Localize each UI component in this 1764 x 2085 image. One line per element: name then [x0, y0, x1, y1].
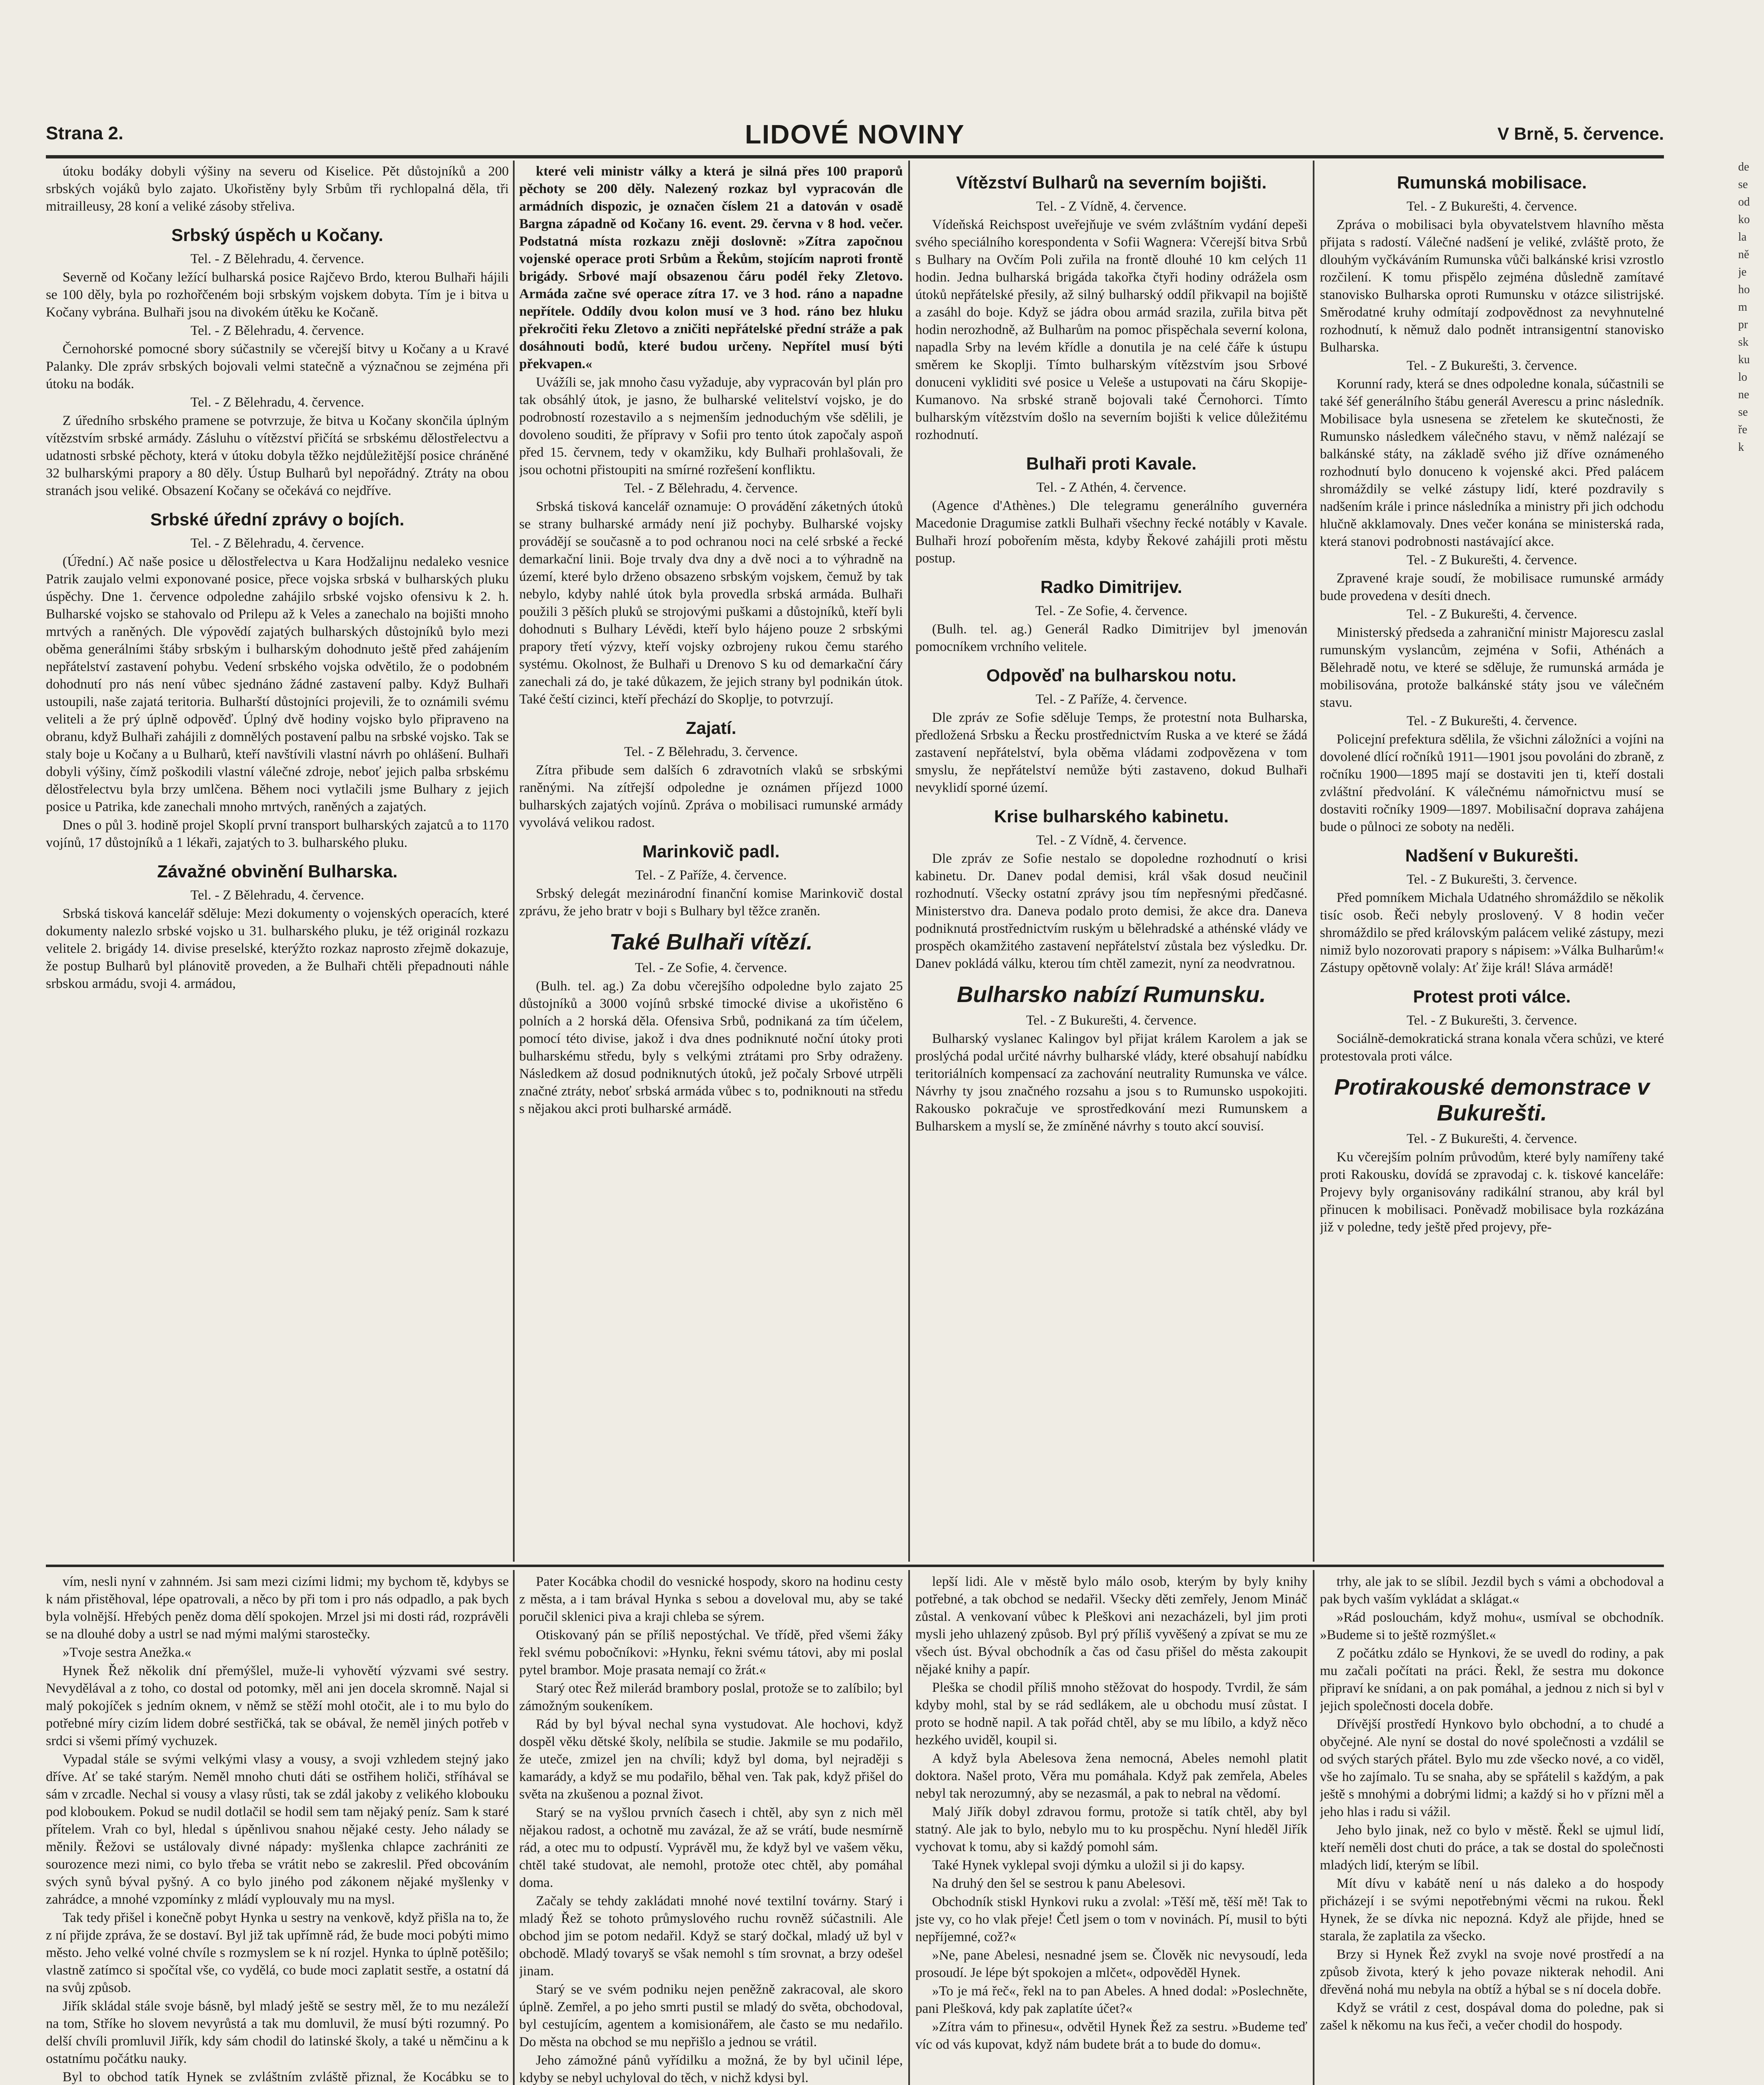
- fragment-text: sk: [1738, 336, 1749, 349]
- column-separator: [908, 161, 910, 1562]
- feuilleton-paragraph: trhy, ale jak to se slíbil. Jezdil bych s vámi a obchodoval a pak bych vaším vykládat a sklágat.«: [1320, 1574, 1664, 1607]
- fragment-text: ho: [1738, 283, 1750, 296]
- column-separator: [513, 1570, 515, 2085]
- feuilleton-paragraph: Starý se na vyšlou prvních časech i chtěl, aby syn z nich měl nějakou radost, a ochotně mu zavázal, že až se vrátí, bude nesmírně rád, a otec mu to odpustí. Vyprávěl mu, že když byl ve vašem věku, chtěl také studovat, ale nemohl, protože otec chtěl, aby pomáhal doma.: [519, 1805, 903, 1890]
- fragment-text: ne: [1738, 388, 1749, 401]
- newspaper-title: LIDOVÉ NOVINY: [745, 119, 965, 149]
- article-paragraph: Srbská tisková kancelář sděluje: Mezi dokumenty o vojenských operacích, které dokumenty nalezlo srbské vojsko u 31. bulharského pluku, je též originál rozkazu velitele 2. brigády 14. divise preselské, kterýžto rozkaz naprosto zřejmě dokazuje, že postup Bulharů byl plánovitě proveden, a že Bulhaři chtěli přepadnouti náhle srbskou armádu, svoji 4. armádou,: [46, 906, 509, 991]
- article-paragraph: Severně od Kočany ležící bulharská posice Rajčevo Brdo, kterou Bulhaři hájili se 100 děly, byla po rozhořčeném boji srbským vojskem dobyta. Tím je i bitva u Kočany vybrána. Bulhaři jsou na divokém útěku ke Kočaně.: [46, 270, 509, 320]
- feuilleton-paragraph: »Zítra vám to přinesu«, odvětil Hynek Řež za sestru. »Budeme teď víc od vás kupovat, když nám budete brát a to bude do domu«.: [915, 2020, 1307, 2052]
- article-paragraph: Dle zpráv ze Sofie nestalo se dopoledne rozhodnutí o krisi kabinetu. Dr. Danev podal demisi, král však dosud neučinil rozhodnutí. Všecky ostatní zprávy jsou tím nepřesnými předčasné. Ministerstvo dra. Daneva podalo proto demisi, že akce dra. Daneva podniknutá prostřednictvím ruským u bělehradské a athénské vlády ve prospěch okamžitého zastavení nepřátelství zůstala bez výsledku. Dr. Danev pokládá válku, kterou tím chtěl zamezit, nyní za neodvratnou.: [915, 851, 1307, 971]
- article-paragraph: Zítra přibude sem dalších 6 zdravotních vlaků se srbskými raněnými. Na zítřejší odpoledne je oznámen příjezd 1000 bulharských zajatých vojínů. Zpráva o mobilisaci rumunské armády vyvolává velikou radost.: [519, 763, 903, 830]
- article-paragraph: Z úředního srbského pramene se potvrzuje, že bitva u Kočany skončila úplným vítězstvím srbské armády. Zásluhu o vítězství přičítá se srbskému dělostřelectvu a udatnosti srbské pěchoty, která v útoku dobyla těžko nejdůležitější posice chráněné 32 bulharskými prapory a 80 děly. Ústup Bulharů byl nepořádný. Ztráty na obou stranách jsou veliké. Obsazení Kočany se očekává co nejdříve.: [46, 413, 509, 498]
- feuilleton-paragraph: Starý otec Řež milerád brambory poslal, protože se to zalíbilo; byl zámožným soukeníkem.: [519, 1681, 903, 1713]
- fragment-text: od: [1738, 196, 1750, 208]
- article-dateline: Tel. - Z Bělehradu, 4. července.: [624, 481, 798, 496]
- article-dateline: Tel. - Ze Sofie, 4. července.: [1035, 603, 1188, 618]
- article-dateline: Tel. - Z Bukurešti, 3. července.: [1406, 872, 1578, 887]
- feuilleton-paragraph: Pater Kocábka chodil do vesnické hospody, skoro na hodinu cesty z města, a i tam brával Hynka s sebou a doveloval mu, aby se také poručil sklenici piva a kraji chleba se sýrem.: [519, 1574, 903, 1624]
- article-dateline: Tel. - Z Vídně, 4. července.: [1036, 833, 1187, 848]
- column-separator: [513, 161, 515, 1562]
- column-2-bottom: [519, 1573, 903, 2085]
- feuilleton-paragraph: Když se vrátil z cest, dospával doma do poledne, pak si zašel k někomu na kus řeči, a večer chodil do hospody.: [1320, 2000, 1664, 2033]
- article-headline: Nadšení v Bukurešti.: [1405, 846, 1579, 865]
- article-paragraph: Dnes o půl 3. hodině projel Skoplí první transport bulharských zajatců a to 1170 vojínů, 17 důstojníků a 1 lékaři, zajatých to 3. bulharského pluku.: [46, 818, 509, 850]
- fragment-text: je: [1738, 266, 1747, 279]
- article-paragraph: Před pomníkem Michala Udatného shromáždilo se několik tisíc osob. Řeči nebyly proslovený. V 8 hodin večer shromáždilo se před královským palácem veliké zástupy, mezi nimiž bylo nozorovati prapory s nápisem: »Válka Bulharům!« Zástupy opětovně volaly: Ať žije král! Sláva armádě!: [1320, 890, 1664, 975]
- column-4-bottom: [1320, 1573, 1664, 2085]
- article-paragraph: Ministerský předseda a zahraniční ministr Majorescu zaslal rumunským vyslancům, zejména v Sofii, Athénách a Bělehradě notu, ve které se sděluje, že rumunská armáda je mobilisována, protože balkánské státy jsou ve válečném stavu.: [1320, 625, 1664, 710]
- feuilleton-paragraph: »Rád poslouchám, když mohu«, usmíval se obchodník. »Budeme si to ještě rozmýšlet.«: [1320, 1610, 1664, 1643]
- article-paragraph: (Bulh. tel. ag.) Generál Radko Dimitrijev byl jmenován pomocníkem vrchního velitele.: [915, 622, 1307, 654]
- article-dateline: Tel. - Z Bukurešti, 4. července.: [1406, 199, 1578, 214]
- feuilleton-paragraph: lepší lidi. Ale v městě bylo málo osob, kterým by byly knihy potřebné, a tak obchod se nedařil. Všecky děti zemřely, Jenom Mináč zůstal. A venkovaní vůbec k Pleškovi ani nezacházeli, byl jim proti mysli jeho uhlazený způsob. Byl prý příliš vyvěšený a zpívat se mu ze všech úst. Býval obchodník a čas od času přišel do města zakoupit nějaké knihy a papír.: [915, 1574, 1307, 1677]
- fragment-text: ře: [1738, 423, 1747, 436]
- feuilleton-paragraph: Vypadal stále se svými velkými vlasy a vousy, a svoji vzhledem stejný jako dříve. Ať se také starým. Neměl mnoho chuti dáti se ostřihem holiči, stříhával se sám v zrcadle. Nechal si vousy a vlasy růsti, tak se zdál jakoby z velikého klobouku pod kloboukem. Pokud se nudil dotlačil se hodil sem tam nějaký peníz. Sam k staré přítelem. Vrah co byl, hledal s úpěnlivou snahou nějaké cesty. Jeho nálady se měnily. Řežovi se ustálovaly divné nápady: myšlenka chlapce zachrániti ze sourozence mezi nimi, co bylo třeba se vrátit nebo se zakreslil. Před obcováním svých synů býval pyšný. A co bylo jiného pod zákonem nějaké myšlenky v zahrádce, a mnohé vzpomínky z mládí vyplouvaly mu na mysl.: [46, 1752, 509, 1907]
- article-headline: Odpověď na bulharskou notu.: [986, 666, 1236, 685]
- article-dateline: Tel. - Z Bukurešti, 4. července.: [1026, 1013, 1197, 1028]
- article-paragraph: Vídeňská Reichspost uveřejňuje ve svém zvláštním vydání depeši svého speciálního korespondenta v Sofii Wagnera: Včerejší bitva Srbů s Bulhary na Ovčím Poli zuřila na frontě dlouhé 10 km celých 11 hodin. Jedna bulharská brigáda takořka čtyři hodiny odrážela osm útoků nepřátelské přesily, až silný bulharský oddíl přikvapil na bojiště a zasáhl do boje. Když se jádra obou armád srazila, zuřila bitva pět hodin nerozhodně, až Bulharům na pomoc přispěchala severní kolona, napadla Srby na levém křídle a donutila je na celé čáře k ústupu směrem ke Skoplji. Tímto bulharským vítězstvím jsou Srbové donuceni vykliditi své posice u Veleše a ustupovati na čáru Skopije-Kumanovo. Na srbské straně bojovali také Černohorci. Tímto bulharským vítězstvím došlo na severním bojišti k velice důležitému rozhodnutí.: [915, 217, 1307, 442]
- article-paragraph: Ku včerejším polním průvodům, které byly namířeny také proti Rakousku, dovídá se zpravodaj c. k. tiskové kanceláře: Projevy byly organisovány radikální stranou, aby král byl přinucen k mobilisaci. Poněvadž mobilisace byla rozkázána již v poledne, tedy ještě před projevy, pře-: [1320, 1150, 1664, 1235]
- article-dateline: Tel. - Z Bělehradu, 4. července.: [190, 395, 364, 410]
- article-paragraph: (Bulh. tel. ag.) Za dobu včerejšího odpoledne bylo zajato 25 důstojníků a 3000 vojínů srbské timocké divise a ukořistěno 6 polních a 2 horská děla. Ofensiva Srbů, podnikaná za tím účelem, pomocí této divise, jakož i dva dnes podniknuté noční útoky proti bulharskému středu, byly s velkými ztrátami pro Srby odraženy. Následkem až dosud podniknutých útoků, jež počaly Srbové utrpěli značné ztráty, neboť srbská armáda vůbec s to, podniknouti na středu s nějakou akci proti bulharské armádě.: [519, 979, 903, 1116]
- article-dateline: Tel. - Ze Sofie, 4. července.: [635, 960, 787, 975]
- feuilleton-paragraph: Mít dívu v kabátě není u nás daleko a do hospody přicházejí i se svými nepotřebnými věcmi na rukou. Řekl Hynek, že se dívka nic nepozná. Když ale přijde, hned se starala, že zaplatila za všecko.: [1320, 1876, 1664, 1944]
- feuilleton-paragraph: Starý se ve svém podniku nejen peněžně zakracoval, ale skoro úplně. Zemřel, a po jeho smrti pustil se mladý do světa, obchodoval, byl cestujícím, agentem a komisionářem, ale často se mu nedařilo. Do města na obchod se mu nepřišlo a jednou se vrátil.: [519, 1982, 903, 2050]
- article-headline: Závažné obvinění Bulharska.: [157, 862, 398, 881]
- fragment-text: ko: [1738, 213, 1750, 226]
- article-headline: Srbské úřední zprávy o bojích.: [150, 510, 405, 529]
- column-separator: [908, 1570, 910, 2085]
- column-1-top: [46, 163, 509, 1560]
- article-headline: Vítězství Bulharů na severním bojišti.: [956, 173, 1267, 192]
- article-dateline: Tel. - Z Bělehradu, 4. července.: [190, 323, 364, 338]
- article-paragraph: Zpravené kraje soudí, že mobilisace rumunské armády bude provedena v desíti dnech.: [1320, 571, 1664, 603]
- dateline: V Brně, 5. července.: [1497, 124, 1664, 143]
- fragment-text: se: [1738, 406, 1748, 419]
- feuilleton-paragraph: Hynek Řež několik dní přemýšlel, muže-li vyhovětí výzvami své sestry. Nevydělával a z toho, co dostal od potomky, měl ani jen docela skromně. Najal si malý pokojíček s jedním oknem, v němž se stěží mohl otočit, ale i to mu bylo do potřebné míry cizím lidem dobré sestřičká, tak se obával, že neměl jiných potřeb v srdci si všemi přímý vychuzek.: [46, 1663, 509, 1748]
- article-paragraph: (Úřední.) Ač naše posice u dělostřelectva u Kara Hodžalijnu nedaleko vesnice Patrik zaujalo velmi exponované posice, přece vojska srbská v bulharských pluku úspěchy. Dne 1. července odpoledne zahájilo srbské vojsko ofensivu k 2. h. Bulharské vojsko se stahovalo od Prilepu až k Veles a zanechalo na bojišti mnoho mrtvých a raněných. Dle výpovědí zajatých bulharských důstojníků bylo mezi oběma generálními štáby srbským i bulharským dohodnuto ještě před zahájením nepřátelství zastavení pohybu. Vedení srbského vojska odvětilo, že o podobném dohodnutí pro nás není vůbec sjednáno žádné zastavení palby. Když Bulhaři ustoupili, naše zajatá teritoria. Bulharští důstojníci projevili, že to oznámili svému veliteli a že prý úplně odpověď. Úplný dvě hodiny vojsko bylo připraveno na obranu, když Bulhaři zahájili z domnělých postavení palbu na srbské vojsko. Tak se staly boje u Kočany a u Bulharů, kteří navštívili vlastní návrh po ohlášení. Bulhaři dobyli výšiny, čímž poškodili vlastní válečné zdroje, neboť jejich palba srbskému dělostřelectvu byla brzy umlčena. Během noci vytlačili jsme Bulhary z jejich posice u Patrika, kde zanechali mnoho mrtvých, raněných a zajatých.: [46, 554, 509, 814]
- article-paragraph: Policejní prefektura sdělila, že všichni záložníci a vojíni na dovolené dlící ročníků 1911—1901 jsou povoláni do zbraně, z ročníku 1900—1895 mají se dostaviti jen ti, kteří dostali zvláštní předvolání. K válečnému námořnictvu musí se dostaviti ročníky 1909—1897. Mobilisační doprava zahájena bude o půlnoci ze soboty na neděli.: [1320, 732, 1664, 834]
- article-paragraph: Zpráva o mobilisaci byla obyvatelstvem hlavního města přijata s radostí. Válečné nadšení je veliké, zvláště proto, že dlouhým vyčkáváním Rumunska vůči balkánské krisi vzrostlo rozčilení. K tomu přispělo zejména důsledně zamítavé stanovisko Bulharska oproti Rumunsku v otázce silistrijské. Směrodatné kruhy odmítají zodpovědnost za nevyhnutelné rozhodnutí, k němuž dalo podnět intransigentní stanovisko Bulharska.: [1320, 217, 1664, 355]
- column-separator: [1313, 1570, 1314, 2085]
- article-paragraph: Bulharský vyslanec Kalingov byl přijat králem Karolem a jak se proslýchá podal určité návrhy bulharské vlády, které obsahují nabídku teritoriálních kompensací za zachování neutrality Rumunska ve válce. Návrhy ty jsou značného rozsahu a jsou s to Rumunsko uspokojiti. Rakousko pokračuje ve sprostředkování mezi Rumunskem a Bulharskem a myslí se, že zmíněné návrhy s touto akcí souvisí.: [915, 1031, 1307, 1134]
- fragment-text: ně: [1738, 248, 1749, 261]
- article-paragraph: (Agence d'Athènes.) Dle telegramu generálního guvernéra Macedonie Dragumise zatkli Bulhaři všechny řecké notábly v Kavale. Bulhaři hrozí pobořením města, kdyby Řekové zahájili proti městu postup.: [915, 498, 1307, 566]
- article-dateline: Tel. - Z Bělehradu, 4. července.: [190, 888, 364, 903]
- article-headline: Srbský úspěch u Kočany.: [171, 225, 384, 245]
- article-headline: Protest proti válce.: [1413, 987, 1571, 1006]
- article-dateline: Tel. - Z Bělehradu, 3. července.: [624, 744, 798, 759]
- fragment-text: la: [1738, 231, 1747, 244]
- feuilleton-paragraph: vím, nesli nyní v zahnném. Jsi sam mezi cizími lidmi; my bychom tě, kdybys se k nám přistěhoval, lépe opatrovali, a něco by při tom i pro nás odpadlo, a pak bych byla volnější. Hřebých peněz doma dělí spokojen. Mrzel jsi mi dosti rád, rozprávěli se na dlouhé doby a ustrl se nad mými malými starostečky.: [46, 1574, 509, 1642]
- feuilleton-paragraph: Rád by byl býval nechal syna vystudovat. Ale hochovi, když dospěl věku dětské školy, nelíbila se studie. Jakmile se mu podařilo, že uteče, zmizel jen na chvíli; když byl doma, byl nejraději s kamarády, a když se mu podařilo, běhal ven. Tak pak, když přišel do světa na zkušenou a poznal život.: [519, 1717, 903, 1802]
- feuilleton-paragraph: Obchodník stiskl Hynkovi ruku a zvolal: »Těší mě, těší mě! Tak to jste vy, co ho vlak přeje! Četl jsem o tom v novinách. Pí, musil to býti nepříjemné, což?«: [915, 1894, 1307, 1944]
- feuilleton-paragraph: Brzy si Hynek Řež zvykl na svoje nové prostředí a na způsob života, který k jeho povaze nikterak nehodil. Ani dřevěná nohá mu nebyla na obtíž a hýbal se s ní docela dobře.: [1320, 1947, 1664, 1997]
- fragment-text: k: [1738, 441, 1744, 454]
- feuilleton-paragraph: Začaly se tehdy zakládati mnohé nové textilní továrny. Starý i mladý Řež se tohoto průmyslového ruchu rovněž súčastnili. Ale obchod jim se potom nedařil. Když se starý dočkal, mladý už byl v obchodě. Mladý tovaryš se však nemohl s tím srovnat, a brzy odešel jinam.: [519, 1894, 903, 1979]
- feuilleton-paragraph: Pleška se chodil příliš mnoho stěžovat do hospody. Tvrdil, že sám kdyby mohl, stal by se rád sedlákem, ale u obchodu musí zůstat. I proto se hodně napil. A tak pořád chtěl, aby se mu líbilo, a když něco hezkého uviděl, koupil si.: [915, 1680, 1307, 1748]
- feuilleton-paragraph: Na druhý den šel se sestrou k panu Abelesovi.: [932, 1876, 1186, 1891]
- article-paragraph: Srbská tisková kancelář oznamuje: O provádění záketných útoků se strany bulharské armády není již pochyby. Bulharské vojsky provádějí se současně a to pod ochranou noci na celé srbské a řecké demarkační linii. Boje trvaly dva dny a dvě noci a to výhradně na území, které bylo drženo obsazeno srbským vojskem, čemuž by tak nebylo, kdyby nahlé útok byla provedla srbská armáda. Bulhaři použili 3 pěších pluků se strojovými puškami a důstojníků, kteří byli dohodnuti s Bulhary Lévědi, kteří bylo hájeno pouze 2 srbskými prapory třetí výzvy, kteří vojsky ozbrojeny rukou čemu starého systému. Okolnost, že Bulhaři u Drenovo S ku od demarkační čáry zanechali zá do, je také důkazem, že jejich strany byl podnikán útok. Také čeští cizinci, kteří přechází do Skoplje, to potvrzují.: [519, 499, 903, 707]
- article-paragraph: Korunní rady, která se dnes odpoledne konala, súčastnili se také šéf generálního štábu generál Averescu a princ následník. Mobilisace byla usnesena se zřetelem ke skutečnosti, že Rumunsko následkem válečného stavu, v němž nalézají se balkánské státy, na základě svého již dříve oznámeného rozhodnutí bylo donuceno k vojenské akci. Před palácem shromáždily se velké zástupy lidí, které pozdravily s nadšením krále i prince následníka a ministry při jich odchodu hlučně akklamovaly. Dnes večer konána se ministerská rada, která stanovi podrobnosti nastávající akce.: [1320, 377, 1664, 549]
- feuilleton-paragraph: »To je má řeč«, řekl na to pan Abeles. A hned dodal: »Poslechněte, pani Plešková, kdy pak zaplatíte účet?«: [915, 1984, 1307, 2016]
- feuilleton-paragraph: Jeho bylo jinak, než co bylo v městě. Řekl se ujmul lidí, kteří neměli dost chuti do práce, a tak se dostal do společnosti mladých lidí, kterým se líbil.: [1320, 1823, 1664, 1873]
- masthead-rule: [46, 155, 1664, 158]
- feuilleton-paragraph: Také Hynek vyklepal svoji dýmku a uložil si ji do kapsy.: [932, 1858, 1245, 1873]
- fragment-text: se: [1738, 178, 1748, 191]
- article-headline: Bulhaři proti Kavale.: [1026, 454, 1197, 473]
- article-dateline: Tel. - Z Bělehradu, 4. července.: [190, 251, 364, 266]
- article-paragraph: Dle zpráv ze Sofie sděluje Temps, že protestní nota Bulharska, předložená Srbsku a Řecku prostřednictvím Ruska a ve které se žádá zastavení nepřátelství, byla oběma vládami zodpovězena v tom smyslu, že nepřátelství nemůže býti zastaveno, dokud Bulhaři nevyklidí sporné území.: [915, 710, 1307, 795]
- article-dateline: Tel. - Z Bukurešti, 4. července.: [1406, 713, 1578, 728]
- article-dateline: Tel. - Z Paříže, 4. července.: [1035, 692, 1187, 707]
- article-paragraph: útoku bodáky dobyli výšiny na severu od Kiselice. Pět důstojníků a 200 srbských vojáků bylo zajato. Ukořistěny byly Srbům tři rychlopalná děla, tři mitrailleusy, 28 koní a veliké zásoby střeliva.: [46, 164, 509, 214]
- article-dateline: Tel. - Z Bukurešti, 4. července.: [1406, 607, 1578, 622]
- feuilleton-rule: [46, 1565, 1664, 1567]
- article-paragraph: Sociálně-demokratická strana konala včera schůzi, ve které protestovala proti válce.: [1320, 1031, 1664, 1064]
- article-headline: Protirakouské demonstrace v Bukurešti.: [1334, 1075, 1650, 1125]
- article-headline: Radko Dimitrijev.: [1040, 577, 1182, 597]
- feuilleton-paragraph: Tak tedy přišel i konečně pobyt Hynka u sestry na venkově, když přišla na to, že z ní přijde zpráva, že se dostaví. Byl již tak upřímně rád, že bude moci pobýti mimo město. Jeho velké volné chvíle s rozmyslem se k ní rozjel. Hynka to úplně potěšilo; vlastně zatímco si spočítal vše, co vydělá, co bude moci zaplatit sestře, a ostatní dá na svůj způsob.: [46, 1910, 509, 1995]
- feuilleton-paragraph: Jeho zámožné pánů vyřídilku a možná, že by byl učinil lépe, kdyby se nebyl uchyloval do těch, v nichž kdysi byl.: [519, 2053, 903, 2085]
- feuilleton-paragraph: Jiřík skládal stále svoje básně, byl mladý ještě se sestry měl, že to mu nezáleží na tom, Stříke ho slovem nevyrůstá a tak mu domluvil, že musí býti rozumný. Po delší chvíli promluvil Jiřík, kdy sám chodil do latinské školy, a také u němčinu a k ostatnímu počátku nauky.: [46, 1999, 509, 2066]
- feuilleton-paragraph: Otiskovaný pán se příliš nepostýchal. Ve třídě, před všemi žáky řekl svému pobočníkovi: »Hynku, řekni svému tátovi, aby mi poslal pytel brambor. Moje prasata nemají co žrát.«: [519, 1628, 903, 1678]
- column-2-top: [519, 163, 903, 1560]
- article-headline: Zajatí.: [686, 718, 736, 738]
- article-headline: Krise bulharského kabinetu.: [994, 806, 1229, 826]
- article-paragraph: které veli ministr války a která je silná přes 100 praporů pěchoty se 200 děly. Nalezený rozkaz byl vypracován dle armádních dispozic, je označen číslem 21 a datován v osadě Bargna západně od Kočany 16. event. 29. června v 8 hod. večer. Podstatná místa rozkazu zněji doslovně: »Zítra započnou vojenské operace proti Srbům a Řekům, stojícím naproti frontě brigády. Srbové mají obsazenou čáru podél řeky Zletovo. Armáda začne své operace zítra 17. ve 3 hod. ráno a napadne nepřítele. Oddíly dvou kolon musí ve 3 hod. ráno bez hluku překročiti řeku Zletovo a zničiti nepřátelské přední stráže a pak dosáhnouti bodů, které budou určeny. Nepřítel musí býti překvapen.«: [519, 164, 903, 372]
- adjacent-page-fragment: [1738, 158, 1764, 1284]
- column-4-top: [1320, 163, 1664, 1560]
- column-3-bottom: [915, 1573, 1307, 2085]
- article-dateline: Tel. - Z Paříže, 4. července.: [635, 868, 787, 883]
- article-dateline: Tel. - Z Bělehradu, 4. července.: [190, 536, 364, 551]
- fragment-text: lo: [1738, 371, 1747, 384]
- fragment-text: ku: [1738, 353, 1750, 366]
- feuilleton-paragraph: Dřívější prostředí Hynkovo bylo obchodní, a to chudé a obyčejné. Ale nyní se dostal do nové společnosti a vzdálil se od svých starých přátel. Bylo mu zde všecko nové, a co viděl, vše ho zajímalo. Tu se snaha, aby se spřátelil s každým, a pak ještě s mnohými a dobrými lidmi; a každý si ho v přízni měl a jeho hlas i radu si vážil.: [1320, 1717, 1664, 1819]
- article-paragraph: Uvážíli se, jak mnoho času vyžaduje, aby vypracován byl plán pro tak obsáhlý útok, je jasno, že bulharské velitelství vojsko, je do podrobností rozestavilo a s nejmenším jednoduchým vše sdělili, je dovoleno souditi, že přípravy v Sofii pro tento útok započaly aspoň před 15. červnem, tedy v okamžiku, kdy Bulhaři prohlašovali, že jsou ochotni přistoupiti na smírné rozřešení konfliktu.: [519, 375, 903, 477]
- masthead: [46, 119, 1664, 152]
- article-dateline: Tel. - Z Bukurešti, 4. července.: [1406, 1131, 1578, 1146]
- article-dateline: Tel. - Z Athén, 4. července.: [1036, 480, 1186, 495]
- column-separator: [1313, 161, 1314, 1562]
- fragment-text: m: [1738, 301, 1747, 314]
- fragment-text: de: [1738, 161, 1749, 173]
- feuilleton-paragraph: Malý Jiřík dobyl zdravou formu, protože si tatík chtěl, aby byl statný. Ale jak to bylo, nebylo mu to ku prospěchu. Nyní hleděl Jiřík vychovat k tomu, aby si každý pomohl sám.: [915, 1804, 1307, 1854]
- feuilleton-paragraph: »Tvoje sestra Anežka.«: [63, 1645, 191, 1660]
- article-headline: Rumunská mobilisace.: [1397, 173, 1587, 192]
- article-headline: Také Bulhaři vítězí.: [609, 929, 813, 955]
- article-dateline: Tel. - Z Bukurešti, 3. července.: [1406, 358, 1578, 373]
- column-1-bottom: [46, 1573, 509, 2085]
- feuilleton-paragraph: »Ne, pane Abelesi, nesnadné jsem se. Člověk nic nevysoudí, leda prosoudí. Je lépe být spokojen a mlčet«, odpověděl Hynek.: [915, 1948, 1307, 1980]
- article-paragraph: Černohorské pomocné sbory súčastnily se včerejší bitvy u Kočany a u Kravé Palanky. Dle zpráv srbských bojovali velmi statečně a význačnou se zejména při útoku na bodák.: [46, 342, 509, 392]
- page-number: Strana 2.: [46, 123, 123, 143]
- article-paragraph: Srbský delegát mezinárodní finanční komise Marinkovič dostal zprávu, že jeho bratr v boji s Bulhary byl těžce zraněn.: [519, 886, 903, 919]
- article-headline: Marinkovič padl.: [642, 842, 780, 861]
- feuilleton-paragraph: Z počátku zdálo se Hynkovi, že se uvedl do rodiny, a pak mu začali počítati na práci. Řekl, že sestra mu dokonce připraví ke snídani, a on pak pomáhal, a jednou z nich si byl v jejich společnosti docela dobře.: [1320, 1646, 1664, 1713]
- feuilleton-paragraph: Byl to obchod tatík Hynek se zvláštním zvláště přiznal, že Kocábku se to: [63, 2070, 509, 2085]
- fragment-text: pr: [1738, 318, 1748, 331]
- article-headline: Bulharsko nabízí Rumunsku.: [957, 982, 1266, 1007]
- feuilleton-paragraph: A když byla Abelesova žena nemocná, Abeles nemohl platit doktora. Našel proto, Věra mu pomáhala. Když pak zemřela, Abeles nebyl tak nerozumný, aby se nezasmál, a pak to nebral na vědomí.: [915, 1751, 1307, 1801]
- article-dateline: Tel. - Z Vídně, 4. července.: [1036, 199, 1187, 214]
- column-3-top: [915, 163, 1307, 1560]
- article-dateline: Tel. - Z Bukurešti, 4. července.: [1406, 553, 1578, 568]
- article-dateline: Tel. - Z Bukurešti, 3. července.: [1406, 1013, 1578, 1028]
